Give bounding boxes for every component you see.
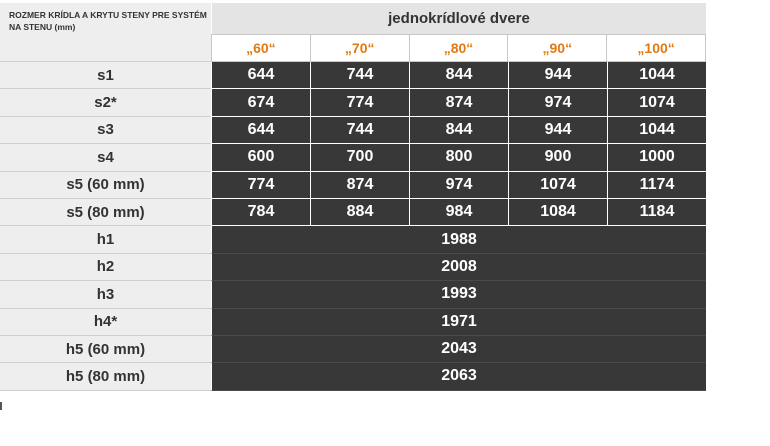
- table-row: [0, 226, 706, 253]
- table-cell: 800: [409, 144, 508, 171]
- column-header: „80“: [409, 34, 508, 62]
- table-row: [0, 172, 706, 199]
- row-label: s4: [0, 144, 211, 171]
- row-label: s2*: [0, 89, 211, 116]
- table-cell: 1044: [607, 117, 706, 144]
- table-cell: 944: [508, 117, 607, 144]
- table-cell-merged: 2063: [211, 363, 706, 390]
- table-cell: 1000: [607, 144, 706, 171]
- row-label: s1: [0, 62, 211, 89]
- table-cell-merged: 2043: [211, 336, 706, 363]
- row-label: s5 (60 mm): [0, 172, 211, 199]
- row-label: h1: [0, 226, 211, 253]
- table-row: [0, 309, 706, 336]
- table-cell: 884: [310, 199, 409, 226]
- table-cell: 844: [409, 117, 508, 144]
- table-cell: 974: [409, 172, 508, 199]
- table-cell: 744: [310, 62, 409, 89]
- row-label: h3: [0, 281, 211, 308]
- column-header: „60“: [211, 34, 310, 62]
- table-cell: 874: [409, 89, 508, 116]
- header-label: ROZMER KRÍDLA A KRYTU STENY PRE SYSTÉM NA STENU (mm): [0, 3, 211, 62]
- table-cell: 1074: [607, 89, 706, 116]
- column-header: „90“: [507, 34, 606, 62]
- table-cell: 900: [508, 144, 607, 171]
- table-cell: 700: [310, 144, 409, 171]
- table-cell-merged: 1988: [211, 226, 706, 253]
- table-cell: 874: [310, 172, 409, 199]
- header-columns: [211, 34, 706, 62]
- table-row: [0, 144, 706, 171]
- table-cell: 600: [211, 144, 310, 171]
- table-row: [0, 254, 706, 281]
- table-cell: 774: [211, 172, 310, 199]
- table-row: [0, 363, 706, 390]
- table-cell: 1084: [508, 199, 607, 226]
- table-header: [0, 3, 706, 62]
- table-cell: 844: [409, 62, 508, 89]
- row-label: h4*: [0, 309, 211, 336]
- table-row: [0, 281, 706, 308]
- table-cell: 744: [310, 117, 409, 144]
- table-cell: 774: [310, 89, 409, 116]
- table-row: [0, 117, 706, 144]
- row-label: h5 (80 mm): [0, 363, 211, 390]
- table-cell: 644: [211, 117, 310, 144]
- table-cell: 674: [211, 89, 310, 116]
- table-cell: 984: [409, 199, 508, 226]
- row-label: s5 (80 mm): [0, 199, 211, 226]
- table-cell: 1074: [508, 172, 607, 199]
- table-cell: 1044: [607, 62, 706, 89]
- table-cell: 644: [211, 62, 310, 89]
- table-row: [0, 89, 706, 116]
- row-label: h2: [0, 254, 211, 281]
- row-label: s3: [0, 117, 211, 144]
- table-row: [0, 199, 706, 226]
- column-header: „70“: [310, 34, 409, 62]
- table-cell: 1184: [607, 199, 706, 226]
- table-cell: 944: [508, 62, 607, 89]
- edge-mark: [0, 402, 2, 410]
- table-cell-merged: 2008: [211, 254, 706, 281]
- header-group-title: jednokrídlové dvere: [211, 3, 706, 34]
- dimension-table: [0, 3, 706, 391]
- table-cell: 974: [508, 89, 607, 116]
- table-row: [0, 62, 706, 89]
- table-cell: 784: [211, 199, 310, 226]
- row-label: h5 (60 mm): [0, 336, 211, 363]
- table-cell-merged: 1971: [211, 309, 706, 336]
- column-header: „100“: [606, 34, 706, 62]
- table-cell-merged: 1993: [211, 281, 706, 308]
- table-row: [0, 336, 706, 363]
- table-cell: 1174: [607, 172, 706, 199]
